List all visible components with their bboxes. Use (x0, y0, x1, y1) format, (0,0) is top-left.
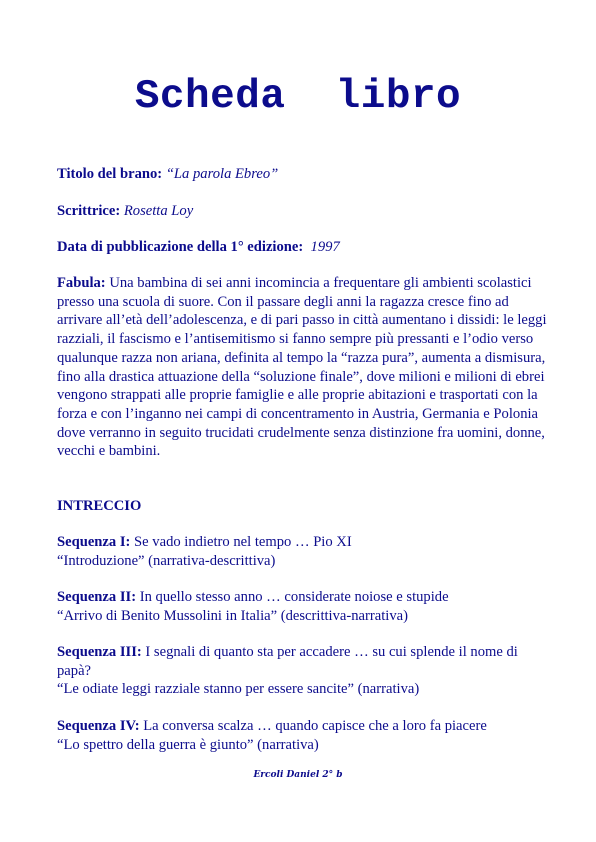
sequenza-subtitle: “Arrivo di Benito Mussolini in Italia” (descrittiva-narrativa) (57, 607, 408, 624)
titolo-value: “La parola Ebreo” (165, 166, 279, 182)
data-pubblicazione-value: 1997 (310, 239, 340, 255)
sequenza-label: Sequenza IV: (57, 718, 140, 734)
sequenza-text: I segnali di quanto sta per accadere … su cui splende il nome di papà? (57, 644, 518, 679)
data-pubblicazione-label: Data di pubblicazione della 1° edizione: (57, 239, 304, 255)
sequenza-subtitle: “Introduzione” (narrativa-descrittiva) (57, 552, 276, 569)
fabula-paragraph (57, 274, 547, 461)
fabula-label: Fabula: (57, 275, 106, 291)
sequenza-subtitle: “Lo spettro della guerra è giunto” (narrativa) (57, 736, 319, 753)
page-title: Scheda libro (134, 74, 462, 120)
sequenza-label: Sequenza II: (57, 589, 137, 605)
sequenza-text: La conversa scalza … quando capisce che a loro fa piacere (143, 718, 487, 734)
sequenza-label: Sequenza I: (57, 534, 131, 550)
sequenza-subtitle: “Le odiate leggi razziale stanno per essere sancite” (narrativa) (57, 681, 420, 698)
sequenza-4 (57, 717, 547, 754)
titolo-field (57, 165, 547, 184)
scrittrice-value: Rosetta Loy (123, 203, 194, 219)
sequenza-1 (57, 533, 547, 570)
sequenza-3 (57, 643, 547, 699)
intreccio-heading: INTRECCIO (57, 498, 142, 514)
scrittrice-label: Scrittrice: (57, 203, 121, 219)
sequenza-label: Sequenza III: (57, 644, 142, 660)
data-pubblicazione-field (57, 238, 547, 257)
fabula-text: Una bambina di sei anni incomincia a frequentare gli ambienti scolastici presso una scuola di suore. Con il passare degli anni la ragazza cresce fino ad arrivare all’età dell’adolescenza, e di pari passo in città aumentano i dissidi: le leggi razziali, il fascismo e l’antisemitismo si fanno sempre più pressanti e l’odio verso qualunque razza non ariana, definita al tempo la “razza pura”, aumenta a dismisura, fino alla drastica attuazione della “soluzione finale”, dove milioni e milioni di ebrei vengono strappati alle proprie famiglie e alle proprie abitazioni e trasportati con la forza e con l’inganno nei campi di concentramento in Austria, Germania e Polonia dove verranno in seguito trucidati crudelmente senza distinzione fra uomini, donne, vecchi e bambini. (57, 275, 547, 460)
sequenza-text: Se vado indietro nel tempo … Pio XI (134, 534, 352, 550)
scrittrice-field (57, 202, 547, 221)
titolo-label: Titolo del brano: (57, 166, 163, 182)
sequenza-text: In quello stesso anno … considerate noiose e stupide (139, 589, 449, 605)
sequenza-2 (57, 588, 547, 625)
footer-author: Ercoli Daniel 2° b (253, 770, 343, 780)
